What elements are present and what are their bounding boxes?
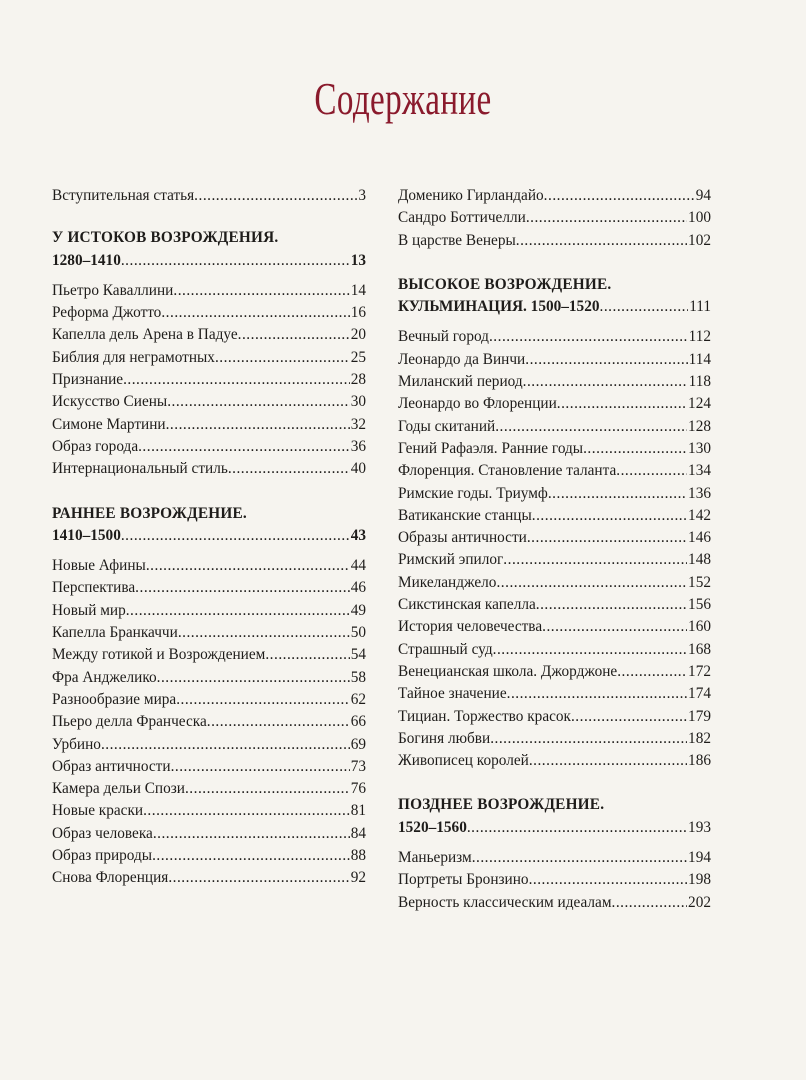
- toc-entry-title: Сикстинская капелла: [398, 596, 536, 614]
- toc-entry: [398, 460, 711, 482]
- toc-entry-page: 58: [350, 668, 366, 686]
- toc-entry-page: 202: [688, 893, 711, 911]
- page-title: Содержание: [314, 73, 492, 124]
- toc-entry-page: 20: [350, 326, 366, 344]
- toc-entry-page: 54: [350, 646, 366, 664]
- dot-leader: [526, 207, 687, 229]
- dot-leader: [238, 324, 350, 346]
- dot-leader: [185, 778, 350, 800]
- toc-entry-title: Римские годы. Триумф: [398, 484, 548, 502]
- toc-entry: [52, 369, 366, 391]
- dot-leader: [472, 847, 687, 869]
- toc-entry: [52, 458, 366, 480]
- dot-leader: [135, 577, 350, 599]
- toc-entry: [398, 683, 711, 705]
- toc-entry-page: 194: [688, 849, 711, 867]
- toc-entry-title: Новые Афины: [52, 557, 146, 575]
- toc-entry-title: История человечества: [398, 618, 543, 636]
- toc-entry-title: Флоренция. Становление таланта: [398, 462, 617, 480]
- toc-entry-page: 142: [688, 506, 711, 524]
- dot-leader: [529, 869, 687, 891]
- dot-leader: [600, 296, 689, 318]
- toc-entry: [398, 750, 711, 772]
- toc-entry-page: 136: [688, 484, 711, 502]
- toc-entry: [52, 711, 366, 733]
- toc-entry: [398, 207, 711, 229]
- toc-entry-title: Микеланджело: [398, 573, 497, 591]
- toc-entry: [52, 414, 366, 436]
- dot-leader: [490, 728, 687, 750]
- toc-entry: [52, 756, 366, 778]
- toc-entry-title: Леонардо во Флоренции: [398, 395, 557, 413]
- dot-leader: [571, 706, 687, 728]
- toc-entry-page: 160: [688, 618, 711, 636]
- dot-leader: [173, 280, 349, 302]
- toc-entry-title: Пьетро Каваллини: [52, 281, 174, 299]
- toc-entry-page: 134: [688, 462, 711, 480]
- toc-entry-page: 44: [350, 557, 366, 575]
- dot-leader: [207, 711, 350, 733]
- dot-leader: [176, 689, 350, 711]
- toc-entry-title: Реформа Джотто: [52, 304, 162, 322]
- toc-entry-title: Сандро Боттичелли: [398, 209, 526, 227]
- dot-leader: [516, 230, 687, 252]
- toc-entry-title: Капелла дель Арена в Падуе: [52, 326, 238, 344]
- toc-entry: [52, 280, 366, 302]
- dot-leader: [166, 414, 350, 436]
- toc-entry-title: В царстве Венеры: [398, 231, 516, 249]
- toc-entry: [398, 572, 711, 594]
- toc-entry-title: Миланский период: [398, 373, 523, 391]
- toc-entry-title: Вступительная статья: [52, 187, 195, 204]
- toc-entry-title: Образ человека: [52, 824, 153, 842]
- toc-entry-page: 88: [350, 847, 366, 865]
- toc-entry-page: 92: [350, 869, 366, 887]
- dot-leader: [228, 458, 350, 480]
- toc-entry: [52, 577, 366, 599]
- toc-entry-page: 156: [688, 596, 711, 614]
- section-range-title: 1280–1410: [52, 251, 121, 269]
- dot-leader: [525, 349, 687, 371]
- toc-entry: [52, 644, 366, 666]
- dot-leader: [557, 393, 687, 415]
- toc-entry-page: 69: [350, 735, 366, 753]
- toc-entry: [398, 661, 711, 683]
- toc-entry-title: Гений Рафаэля. Ранние годы: [398, 439, 584, 457]
- toc-entry-title: Образ античности: [52, 757, 171, 775]
- toc-entry-page: 130: [688, 439, 711, 457]
- toc-entry-title: Капелла Бранкаччи: [52, 624, 178, 642]
- dot-leader: [523, 371, 688, 393]
- dot-leader: [123, 369, 350, 391]
- dot-leader: [527, 527, 687, 549]
- section-range: [398, 296, 711, 318]
- toc-entry-title: Библия для неграмотных: [52, 348, 215, 366]
- toc-entry-title: Снова Флоренция: [52, 869, 169, 887]
- toc-entry-page: 84: [350, 824, 366, 842]
- dot-leader: [536, 594, 687, 616]
- dot-leader: [617, 661, 687, 683]
- toc-entry: [52, 555, 366, 577]
- toc-entry-title: Богиня любви: [398, 729, 491, 747]
- toc-right-column: [398, 185, 711, 914]
- toc-entry: [52, 845, 366, 867]
- toc-entry-page: 40: [350, 460, 366, 478]
- toc-entry-title: Живописец королей: [398, 752, 529, 770]
- toc-entry: [398, 349, 711, 371]
- dot-leader: [121, 250, 350, 272]
- toc-entry-title: Признание: [52, 371, 124, 389]
- toc-entry: [398, 549, 711, 571]
- toc-entry-title: Верность классическим идеалам: [398, 893, 612, 911]
- toc-entry-title: Пьеро делла Франческа: [52, 713, 207, 731]
- toc-entry: [52, 600, 366, 622]
- toc-entry: [398, 616, 711, 638]
- toc-entry: [52, 867, 366, 889]
- toc-entry-page: 16: [350, 304, 366, 322]
- toc-entry-title: Тайное значение: [398, 685, 507, 703]
- toc-entry: [398, 869, 711, 891]
- dot-leader: [138, 436, 350, 458]
- toc-entry-page: 186: [688, 752, 711, 770]
- toc-entry-title: Искусство Сиены: [52, 393, 168, 411]
- dot-leader: [612, 892, 688, 914]
- toc-entry-title: Венецианская школа. Джорджоне: [398, 662, 618, 680]
- toc-entry: [52, 302, 366, 324]
- toc-entry-page: 102: [688, 231, 711, 249]
- toc-entry: [398, 527, 711, 549]
- toc-entry-page: 3: [358, 187, 366, 204]
- dot-leader: [544, 185, 695, 207]
- toc-entry-title: Разнообразие мира: [52, 690, 177, 708]
- toc-entry-page: 114: [688, 350, 711, 368]
- dot-leader: [171, 756, 350, 778]
- dot-leader: [496, 572, 687, 594]
- toc-entry: [52, 689, 366, 711]
- toc-entry-page: 179: [688, 707, 711, 725]
- dot-leader: [616, 460, 687, 482]
- toc-entry: [398, 728, 711, 750]
- toc-left-column: [52, 185, 366, 890]
- toc-entry-title: Маньеризм: [398, 849, 472, 867]
- toc-entry: [52, 823, 366, 845]
- toc-entry-title: Доменико Гирландайо: [398, 187, 544, 204]
- dot-leader: [503, 549, 687, 571]
- toc-entry-page: 62: [350, 690, 366, 708]
- toc-entry-title: Образ природы: [52, 847, 153, 865]
- toc-entry-title: Камера дельи Спози: [52, 780, 185, 798]
- dot-leader: [467, 817, 687, 839]
- toc-entry-title: Интернациональный стиль: [52, 460, 228, 478]
- section-range: [52, 250, 366, 272]
- dot-leader: [265, 644, 349, 666]
- dot-leader: [532, 505, 687, 527]
- toc-entry: [398, 483, 711, 505]
- dot-leader: [507, 683, 687, 705]
- toc-entry-title: Портреты Бронзино: [398, 871, 529, 889]
- section-range: [398, 817, 711, 839]
- toc-entry: [398, 847, 711, 869]
- toc-entry-page: 49: [350, 601, 366, 619]
- dot-leader: [101, 734, 350, 756]
- toc-entry-page: 146: [688, 529, 711, 547]
- toc-entry: [398, 230, 711, 252]
- toc-entry-page: 30: [350, 393, 366, 411]
- toc-entry-title: Образ города: [52, 437, 139, 455]
- toc-entry-title: Ватиканские станцы: [398, 506, 532, 524]
- dot-leader: [167, 391, 350, 413]
- section-range-title: 1410–1500: [52, 526, 121, 544]
- dot-leader: [548, 483, 687, 505]
- toc-entry-page: 25: [350, 348, 366, 366]
- section-range-page: 43: [350, 526, 366, 544]
- toc-entry-intro: [52, 185, 366, 207]
- toc-entry-title: Фра Анджелико: [52, 668, 157, 686]
- toc-entry: [52, 391, 366, 413]
- toc-entry: [52, 734, 366, 756]
- toc-entry-title: Урбино: [52, 735, 101, 753]
- dot-leader: [583, 438, 687, 460]
- toc-entry: [52, 778, 366, 800]
- toc-entry-page: 128: [688, 417, 711, 435]
- toc-entry-title: Симоне Мартини: [52, 415, 166, 433]
- toc-entry-page: 32: [350, 415, 366, 433]
- dot-leader: [168, 867, 349, 889]
- dot-leader: [143, 800, 350, 822]
- section-range: [52, 525, 366, 547]
- section-heading: ВЫСОКОЕ ВОЗРОЖДЕНИЕ.: [398, 275, 612, 293]
- toc-entry-page: 118: [688, 373, 711, 391]
- section-range-title: 1520–1560: [398, 818, 467, 836]
- toc-entry-page: 182: [688, 729, 711, 747]
- toc-entry-title: Вечный город: [398, 328, 489, 346]
- section-range-page: 193: [688, 818, 711, 836]
- toc-entry-title: Тициан. Торжество красок: [398, 707, 571, 725]
- toc-entry-title: Новый мир: [52, 601, 126, 619]
- dot-leader: [194, 185, 357, 207]
- toc-entry-title: Страшный суд: [398, 640, 493, 658]
- dot-leader: [529, 750, 687, 772]
- toc-entry: [52, 667, 366, 689]
- dot-leader: [126, 600, 350, 622]
- toc-entry-page: 81: [350, 802, 366, 820]
- toc-entry-page: 174: [688, 685, 711, 703]
- dot-leader: [178, 622, 350, 644]
- section-range-title: КУЛЬМИНАЦИЯ. 1500–1520: [398, 298, 600, 316]
- toc-entry-page: 124: [688, 395, 711, 413]
- toc-entry-page: 76: [350, 780, 366, 798]
- section-range-page: 111: [689, 298, 711, 316]
- toc-entry-title: Римский эпилог: [398, 551, 504, 569]
- toc-entry-page: 14: [350, 281, 366, 299]
- toc-entry-page: 198: [688, 871, 711, 889]
- toc-entry-title: Леонардо да Винчи: [398, 350, 526, 368]
- toc-entry-title: Между готикой и Возрождением: [52, 646, 266, 664]
- toc-entry-title: Образы античности: [398, 529, 527, 547]
- dot-leader: [489, 326, 688, 348]
- dot-leader: [542, 616, 687, 638]
- toc-entry: [398, 505, 711, 527]
- toc-entry-page: 148: [688, 551, 711, 569]
- toc-entry: [398, 393, 711, 415]
- section-heading: У ИСТОКОВ ВОЗРОЖДЕНИЯ.: [52, 229, 279, 247]
- dot-leader: [146, 555, 350, 577]
- toc-entry-page: 46: [350, 579, 366, 597]
- dot-leader: [152, 845, 350, 867]
- dot-leader: [157, 667, 350, 689]
- toc-entry: [398, 416, 711, 438]
- toc-entry: [398, 371, 711, 393]
- toc-entry-title: Перспектива: [52, 579, 136, 597]
- dot-leader: [161, 302, 349, 324]
- section-heading: РАННЕЕ ВОЗРОЖДЕНИЕ.: [52, 504, 247, 522]
- toc-entry: [398, 639, 711, 661]
- toc-entry-page: 112: [688, 328, 711, 346]
- dot-leader: [215, 347, 350, 369]
- toc-entry: [52, 347, 366, 369]
- section-heading: ПОЗДНЕЕ ВОЗРОЖДЕНИЕ.: [398, 796, 605, 814]
- toc-entry-page: 50: [350, 624, 366, 642]
- toc-entry-page: 100: [688, 209, 711, 227]
- toc-entry-title: Новые краски: [52, 802, 144, 820]
- dot-leader: [495, 416, 687, 438]
- toc-entry-title: Годы скитаний: [398, 417, 496, 435]
- toc-entry: [398, 185, 711, 207]
- toc-entry-page: 94: [695, 187, 711, 204]
- toc-entry: [52, 622, 366, 644]
- toc-entry: [398, 438, 711, 460]
- toc-entry: [398, 326, 711, 348]
- toc-entry: [52, 324, 366, 346]
- toc-entry: [52, 436, 366, 458]
- dot-leader: [121, 525, 350, 547]
- section-range-page: 13: [350, 251, 366, 269]
- toc-entry: [52, 800, 366, 822]
- dot-leader: [153, 823, 350, 845]
- toc-entry-page: 73: [350, 757, 366, 775]
- toc-entry-page: 168: [688, 640, 711, 658]
- toc-entry-page: 36: [350, 437, 366, 455]
- toc-entry: [398, 706, 711, 728]
- toc-entry: [398, 594, 711, 616]
- dot-leader: [493, 639, 687, 661]
- toc-entry-page: 172: [688, 662, 711, 680]
- toc-entry: [398, 892, 711, 914]
- toc-entry-page: 28: [350, 371, 366, 389]
- toc-entry-page: 152: [688, 573, 711, 591]
- toc-entry-page: 66: [350, 713, 366, 731]
